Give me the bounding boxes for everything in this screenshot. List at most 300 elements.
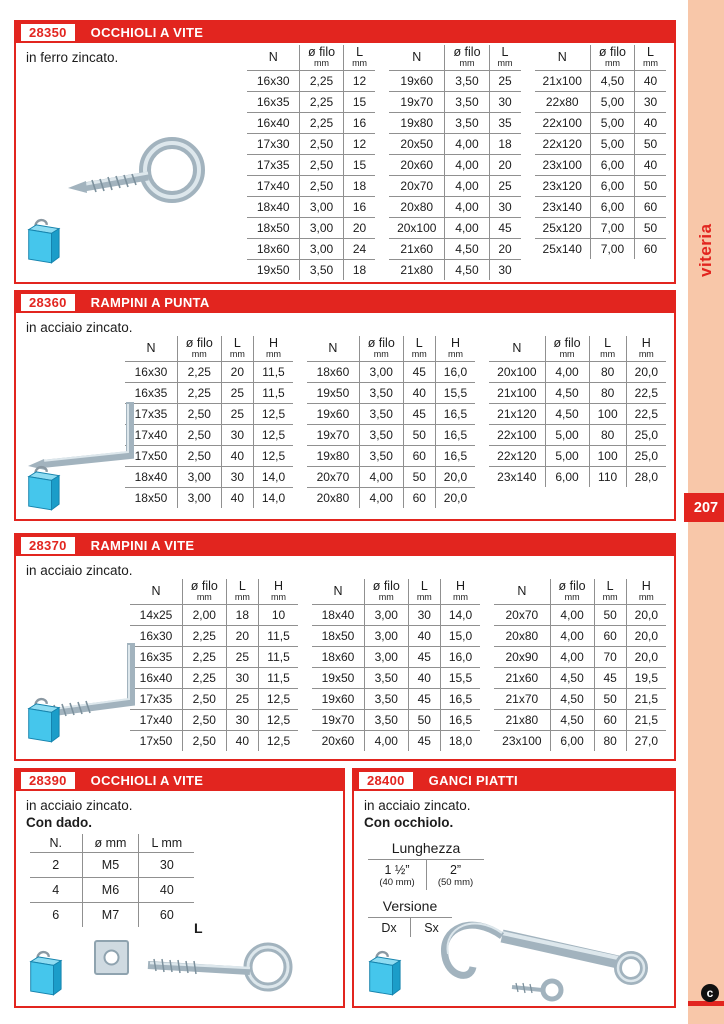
eye-bolt-image <box>138 935 298 993</box>
table-cell: 19x60 <box>312 689 364 710</box>
column-header: N <box>517 583 527 598</box>
table-row <box>312 731 480 752</box>
table-row <box>130 731 298 752</box>
table-cell: M5 <box>82 853 139 878</box>
table-cell: 4,00 <box>445 134 489 155</box>
table-cell: 40 <box>139 878 194 903</box>
table-cell: 60 <box>635 197 667 218</box>
table-cell: 5,00 <box>545 446 589 467</box>
table-row <box>30 853 194 878</box>
table-cell: 22x120 <box>489 446 545 467</box>
material-note: in acciaio zincato. Con occhiolo. <box>364 798 471 830</box>
table-row <box>30 878 194 903</box>
table-cell: 18 <box>489 134 521 155</box>
table-cell: 2,25 <box>182 668 226 689</box>
table-cell: 11,5 <box>253 362 293 383</box>
table-cell: 30 <box>221 425 253 446</box>
product-code: 28360 <box>21 294 75 311</box>
length-option: 2” (50 mm) <box>426 860 484 890</box>
column-header: L mm <box>226 579 258 605</box>
table-header-row <box>30 834 194 853</box>
table-cell: 23x140 <box>535 197 591 218</box>
table-cell: 20x50 <box>389 134 445 155</box>
table-cell: 3,50 <box>364 710 408 731</box>
category-tab <box>688 0 724 1024</box>
product-code: 28350 <box>21 24 75 41</box>
product-code: 28400 <box>359 772 413 789</box>
table-cell: 12 <box>344 134 376 155</box>
column-header: N <box>268 49 278 64</box>
table-row <box>535 92 666 113</box>
table-cell: 80 <box>594 731 626 752</box>
table-cell: 3,00 <box>299 218 343 239</box>
table-cell: 3,50 <box>359 404 403 425</box>
table-cell: 2,50 <box>182 710 226 731</box>
column-header: ø filo mm <box>177 336 221 362</box>
table-cell: 3,00 <box>299 197 343 218</box>
table-cell: 22x80 <box>535 92 591 113</box>
table-cell: 7,00 <box>590 218 634 239</box>
table-cell: 2,25 <box>177 362 221 383</box>
table-cell: 4,00 <box>550 626 594 647</box>
table-cell: 4,50 <box>550 689 594 710</box>
table-cell: 17x35 <box>130 689 182 710</box>
flat-hook-image <box>424 910 664 1005</box>
table-cell: 25,0 <box>626 446 666 467</box>
table-cell: 16,5 <box>440 710 480 731</box>
section-28360 <box>14 290 676 521</box>
table-cell: 2,25 <box>299 71 343 92</box>
table-cell: 25 <box>226 647 258 668</box>
table-cell: 18x60 <box>307 362 359 383</box>
table-cell: 12 <box>344 71 376 92</box>
section-28390 <box>14 768 345 1008</box>
table-cell: 25 <box>221 383 253 404</box>
table-row <box>307 362 475 383</box>
size-table <box>389 45 520 280</box>
version-option: Dx <box>381 921 397 935</box>
column-header: H mm <box>435 336 475 362</box>
table-cell: 4,00 <box>359 488 403 509</box>
table-cell: 17x35 <box>247 155 299 176</box>
table-cell: 25 <box>489 176 521 197</box>
table-cell: 18 <box>344 260 376 281</box>
table-cell: 45 <box>408 731 440 752</box>
table-cell: 16x40 <box>247 113 299 134</box>
table-cell: 40 <box>221 488 253 509</box>
table-cell: 6,00 <box>550 731 594 752</box>
package-box-icon <box>364 948 402 998</box>
column-header: ø filo mm <box>182 579 226 605</box>
table-cell: 50 <box>408 710 440 731</box>
table-cell: 14,0 <box>440 605 480 626</box>
table-cell: 16x35 <box>125 383 177 404</box>
section-title: RAMPINI A PUNTA <box>90 295 210 310</box>
table-cell: 6,00 <box>590 197 634 218</box>
column-header: N. <box>49 836 62 850</box>
section-title: OCCHIOLI A VITE <box>90 25 204 40</box>
table-cell: 45 <box>403 404 435 425</box>
column-header: ø filo mm <box>299 45 343 71</box>
column-header: N <box>151 583 161 598</box>
material-note: in ferro zincato. <box>26 50 119 65</box>
table-cell: 21x70 <box>494 689 550 710</box>
table-cell: 23x140 <box>489 467 545 488</box>
table-cell: 3,00 <box>177 467 221 488</box>
table-cell: 50 <box>403 425 435 446</box>
table-cell: 20x80 <box>307 488 359 509</box>
table-row <box>389 239 520 260</box>
size-table <box>307 336 475 508</box>
table-cell: 20x70 <box>389 176 445 197</box>
table-cell: 45 <box>408 689 440 710</box>
size-table <box>30 834 194 927</box>
table-cell: 12,5 <box>253 446 293 467</box>
table-cell: 11,5 <box>258 647 298 668</box>
table-row <box>535 155 666 176</box>
section-header <box>16 22 674 43</box>
table-cell: 16,5 <box>440 689 480 710</box>
table-row <box>494 626 666 647</box>
table-cell: 19x50 <box>247 260 299 281</box>
table-cell: 27,0 <box>626 731 666 752</box>
table-cell: 80 <box>589 383 626 404</box>
table-cell: 24 <box>344 239 376 260</box>
page-number-badge <box>684 493 724 522</box>
table-cell: 50 <box>594 605 626 626</box>
table-cell: 12,5 <box>253 404 293 425</box>
table-row <box>494 731 666 752</box>
table-cell: 20 <box>221 362 253 383</box>
table-row <box>389 113 520 134</box>
table-cell: 60 <box>403 488 435 509</box>
table-cell: 5,00 <box>590 92 634 113</box>
table-cell: 80 <box>589 425 626 446</box>
table-cell: 3,50 <box>359 383 403 404</box>
table-header-row <box>535 45 666 71</box>
table-cell: 25x120 <box>535 218 591 239</box>
table-cell: 20x70 <box>494 605 550 626</box>
table-cell: 15,5 <box>435 383 475 404</box>
table-cell: 23x100 <box>494 731 550 752</box>
table-cell: 20x90 <box>494 647 550 668</box>
column-header: N <box>146 340 156 355</box>
table-cell: 60 <box>139 903 194 928</box>
variant-note: Con dado. <box>26 815 92 830</box>
table-cell: 40 <box>635 113 667 134</box>
column-header: H mm <box>253 336 293 362</box>
column-header: ø filo mm <box>545 336 589 362</box>
table-row <box>247 218 375 239</box>
column-header: L mm <box>221 336 253 362</box>
column-header: ø filo mm <box>590 45 634 71</box>
table-header-row <box>489 336 666 362</box>
table-cell: 110 <box>589 467 626 488</box>
table-cell: 20 <box>489 155 521 176</box>
table-cell: 10 <box>258 605 298 626</box>
table-cell: 3,00 <box>364 647 408 668</box>
table-cell: 20,0 <box>626 605 666 626</box>
page-number: 207 <box>693 499 719 516</box>
table-cell: 19x50 <box>307 383 359 404</box>
table-row <box>494 710 666 731</box>
table-cell: 50 <box>635 176 667 197</box>
table-header-row <box>307 336 475 362</box>
table-cell: 60 <box>594 626 626 647</box>
section-header <box>16 770 343 791</box>
package-box-icon <box>25 948 63 998</box>
table-cell: 30 <box>489 92 521 113</box>
table-cell: 3,50 <box>364 689 408 710</box>
table-cell: 11,5 <box>258 626 298 647</box>
table-cell: 70 <box>594 647 626 668</box>
section-28350 <box>14 20 676 284</box>
column-header: ø filo mm <box>364 579 408 605</box>
table-cell: 18 <box>344 176 376 197</box>
table-row <box>489 425 666 446</box>
table-row <box>535 239 666 260</box>
table-cell: 21x80 <box>389 260 445 281</box>
length-options-table <box>368 840 484 890</box>
table-cell: 22x100 <box>489 425 545 446</box>
table-cell: 20,0 <box>435 488 475 509</box>
table-cell: 18 <box>226 605 258 626</box>
table-cell: 6,00 <box>590 155 634 176</box>
table-cell: 20,0 <box>626 626 666 647</box>
version-table-title: Versione <box>368 898 452 918</box>
table-cell: 15 <box>344 155 376 176</box>
table-cell: 3,50 <box>359 425 403 446</box>
table-row <box>312 605 480 626</box>
table-cell: 6 <box>30 903 82 928</box>
table-cell: 18x40 <box>247 197 299 218</box>
material-note: in acciaio zincato. <box>26 563 133 578</box>
table-cell: 40 <box>635 71 667 92</box>
table-row <box>247 71 375 92</box>
table-cell: 50 <box>635 134 667 155</box>
table-cell: 16x35 <box>130 647 182 668</box>
table-row <box>307 383 475 404</box>
table-cell: 18x60 <box>247 239 299 260</box>
table-cell: 14x25 <box>130 605 182 626</box>
size-tables <box>130 579 666 751</box>
table-cell: 18x40 <box>125 467 177 488</box>
table-row <box>535 71 666 92</box>
table-cell: 20 <box>226 626 258 647</box>
table-row <box>247 134 375 155</box>
table-cell: 14,0 <box>253 467 293 488</box>
size-tables <box>30 834 194 927</box>
table-row <box>389 134 520 155</box>
table-cell: 50 <box>403 467 435 488</box>
column-header: ø filo mm <box>445 45 489 71</box>
table-header-row <box>389 45 520 71</box>
publisher-logo-icon: c <box>701 984 719 1002</box>
section-28370 <box>14 533 676 761</box>
table-cell: 15 <box>344 92 376 113</box>
table-cell: 17x40 <box>247 176 299 197</box>
table-cell: 2,25 <box>182 647 226 668</box>
table-row <box>247 176 375 197</box>
table-cell: 2,25 <box>177 383 221 404</box>
column-header: ø mm <box>82 834 139 853</box>
table-row <box>247 197 375 218</box>
table-cell: 45 <box>403 362 435 383</box>
table-cell: 11,5 <box>258 668 298 689</box>
table-cell: 22,5 <box>626 404 666 425</box>
table-cell: 3,00 <box>364 626 408 647</box>
table-cell: 16,5 <box>435 404 475 425</box>
table-cell: 30 <box>221 467 253 488</box>
column-header: L mm <box>489 45 521 71</box>
table-cell: 18x50 <box>312 626 364 647</box>
table-cell: 80 <box>589 362 626 383</box>
table-row <box>130 605 298 626</box>
version-option: Sx <box>410 918 452 937</box>
table-cell: 28,0 <box>626 467 666 488</box>
table-cell: 7,00 <box>590 239 634 260</box>
package-box-icon <box>23 216 61 266</box>
table-cell: 2,50 <box>177 446 221 467</box>
table-cell: M7 <box>82 903 139 928</box>
package-box-icon <box>23 463 61 513</box>
table-cell: 3,00 <box>364 605 408 626</box>
table-row <box>312 668 480 689</box>
eye-screw-image <box>54 130 214 210</box>
category-label: viteria <box>696 223 715 277</box>
table-cell: 45 <box>489 218 521 239</box>
column-header: L mm <box>139 834 194 853</box>
table-cell: 19x80 <box>389 113 445 134</box>
table-row <box>535 134 666 155</box>
table-cell: 3,00 <box>177 488 221 509</box>
table-cell: 17x50 <box>130 731 182 752</box>
table-cell: 20x100 <box>489 362 545 383</box>
table-row <box>535 113 666 134</box>
table-row <box>312 710 480 731</box>
table-cell: 3,00 <box>299 239 343 260</box>
section-28400 <box>352 768 676 1008</box>
table-cell: 2,50 <box>182 731 226 752</box>
table-cell: 25,0 <box>626 425 666 446</box>
column-header: N <box>333 583 343 598</box>
table-cell: 18x60 <box>312 647 364 668</box>
package-box-icon <box>23 695 61 745</box>
table-row <box>535 218 666 239</box>
table-cell: 35 <box>489 113 521 134</box>
table-cell: 16,5 <box>435 446 475 467</box>
table-row <box>389 260 520 281</box>
column-header: H mm <box>258 579 298 605</box>
table-cell: 6,00 <box>590 176 634 197</box>
table-cell: 21x60 <box>494 668 550 689</box>
table-cell: 4,50 <box>590 71 634 92</box>
table-row <box>247 113 375 134</box>
table-cell: 45 <box>594 668 626 689</box>
column-header: L mm <box>408 579 440 605</box>
table-cell: 25x140 <box>535 239 591 260</box>
table-row <box>307 446 475 467</box>
table-cell: 21x100 <box>535 71 591 92</box>
table-row <box>389 176 520 197</box>
size-table <box>247 45 375 280</box>
table-header-row <box>125 336 293 362</box>
table-row <box>307 488 475 509</box>
length-option: 1 ½” (40 mm) <box>379 863 415 888</box>
table-cell: 30 <box>489 197 521 218</box>
table-row <box>307 425 475 446</box>
table-cell: 2,50 <box>299 155 343 176</box>
table-row <box>389 197 520 218</box>
table-cell: 15,0 <box>440 626 480 647</box>
size-table <box>489 336 666 487</box>
size-table <box>312 579 480 751</box>
table-header-row <box>247 45 375 71</box>
table-cell: 3,50 <box>359 446 403 467</box>
table-cell: 5,00 <box>545 425 589 446</box>
section-title: RAMPINI A VITE <box>90 538 195 553</box>
size-table <box>494 579 666 751</box>
table-row <box>389 92 520 113</box>
column-header: N <box>412 49 422 64</box>
table-cell: 4,00 <box>445 218 489 239</box>
table-cell: 17x40 <box>130 710 182 731</box>
table-cell: 17x50 <box>125 446 177 467</box>
table-row <box>489 404 666 425</box>
table-row <box>307 467 475 488</box>
table-row <box>247 155 375 176</box>
variant-note: Con occhiolo. <box>364 815 454 830</box>
table-cell: 19x70 <box>389 92 445 113</box>
table-row <box>489 362 666 383</box>
table-cell: 3,00 <box>359 362 403 383</box>
column-header: L mm <box>403 336 435 362</box>
table-cell: 30 <box>226 710 258 731</box>
table-cell: 18,0 <box>440 731 480 752</box>
table-cell: 22x100 <box>535 113 591 134</box>
table-cell: 19x70 <box>312 710 364 731</box>
table-cell: 30 <box>139 853 194 878</box>
table-row <box>125 488 293 509</box>
column-header: ø filo mm <box>359 336 403 362</box>
table-row <box>247 239 375 260</box>
table-cell: 20 <box>344 218 376 239</box>
table-cell: 21,5 <box>626 689 666 710</box>
table-cell: 3,50 <box>364 668 408 689</box>
table-cell: 18x50 <box>247 218 299 239</box>
table-cell: 16x35 <box>247 92 299 113</box>
table-cell: 21x100 <box>489 383 545 404</box>
table-cell: 12,5 <box>258 710 298 731</box>
size-tables <box>247 45 666 280</box>
table-cell: 50 <box>594 689 626 710</box>
table-cell: 16x30 <box>247 71 299 92</box>
table-cell: 16 <box>344 197 376 218</box>
table-cell: 16,0 <box>440 647 480 668</box>
size-tables <box>125 336 666 508</box>
table-cell: 4,00 <box>550 647 594 668</box>
table-cell: 2,50 <box>182 689 226 710</box>
column-header: H mm <box>440 579 480 605</box>
table-cell: 16,5 <box>435 425 475 446</box>
table-cell: 40 <box>408 668 440 689</box>
table-cell: 100 <box>589 404 626 425</box>
table-cell: 5,00 <box>590 113 634 134</box>
square-nut-image <box>92 938 132 978</box>
table-cell: 40 <box>403 383 435 404</box>
column-header: N <box>557 49 567 64</box>
table-row <box>247 260 375 281</box>
